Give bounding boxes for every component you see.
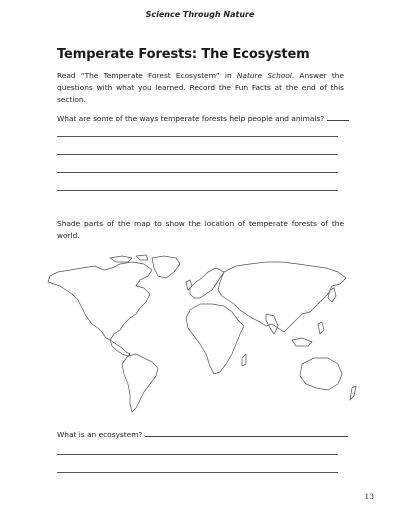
north-america-shape: [48, 262, 152, 340]
page-number: 13: [364, 492, 374, 501]
central-america-shape: [110, 340, 130, 356]
answer-line-4[interactable]: [57, 190, 338, 191]
arctic-islands-shape: [110, 256, 132, 262]
africa-shape: [186, 304, 244, 374]
book-title: Nature School: [236, 71, 292, 80]
answer-line-6[interactable]: [57, 472, 338, 473]
answer-line-2[interactable]: [57, 154, 338, 155]
philippines-shape: [318, 322, 324, 334]
answer-line-1[interactable]: [57, 136, 338, 137]
intro-paragraph: [57, 70, 344, 106]
question-3: [57, 430, 348, 439]
indonesia-shape: [292, 338, 312, 346]
intro-text-1: Read “The Temperate Forest Ecosystem” in: [57, 71, 237, 80]
question-3-text: What is an ecosystem?: [57, 430, 143, 439]
page-title: Temperate Forests: The Ecosystem: [57, 47, 310, 62]
australia-shape: [300, 358, 342, 390]
madagascar-shape: [242, 354, 246, 366]
greenland-shape: [152, 256, 180, 278]
south-america-shape: [122, 354, 158, 412]
new-zealand-shape: [350, 386, 356, 400]
world-map-icon[interactable]: [40, 254, 362, 416]
arctic-islands-shape-2: [136, 255, 148, 260]
question-1-text: What are some of the ways temperate forests help people and animals?: [57, 114, 325, 123]
question-3-inline-blank[interactable]: [145, 431, 348, 437]
question-1-inline-blank[interactable]: [327, 115, 349, 121]
japan-shape: [328, 288, 336, 302]
europe-shape: [190, 268, 224, 298]
running-header: Science Through Nature: [145, 10, 255, 19]
answer-line-3[interactable]: [57, 172, 338, 173]
answer-line-5[interactable]: [57, 454, 338, 455]
uk-shape: [186, 280, 192, 290]
question-1: [57, 114, 349, 123]
question-2: Shade parts of the map to show the location of temperate forests of the world.: [57, 219, 344, 240]
intro-text-2: . Answer the questions with what you learned. Record the Fun Facts at the end of this section.: [57, 71, 344, 104]
asia-shape: [218, 262, 346, 332]
